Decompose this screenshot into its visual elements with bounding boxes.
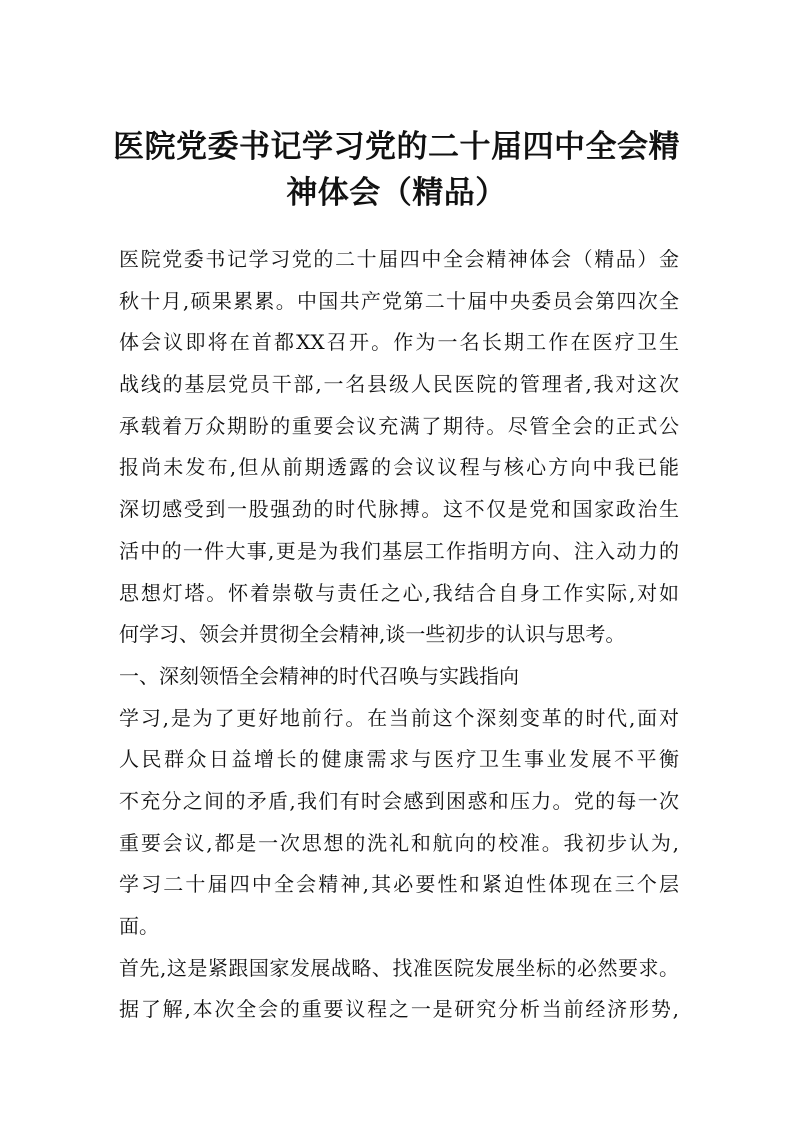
body-line: 据了解,本次全会的重要议程之一是研究分析当前经济形势, bbox=[119, 997, 679, 1022]
body-line: 面。 bbox=[119, 914, 159, 938]
body-line: 深切感受到一股强劲的时代脉搏。这不仅是党和国家政治生 bbox=[119, 497, 679, 522]
document-title-line-1: 医院党委书记学习党的二十届四中全会精 bbox=[113, 129, 680, 165]
body-line: 不充分之间的矛盾,我们有时会感到困惑和压力。党的每一次 bbox=[119, 788, 679, 813]
body-line: 活中的一件大事,更是为我们基层工作指明方向、注入动力的 bbox=[119, 538, 679, 563]
body-line: 重要会议,都是一次思想的洗礼和航向的校准。我初步认为, bbox=[119, 830, 679, 855]
body-line: 体会议即将在首都XX召开。作为一名长期工作在医疗卫生 bbox=[119, 330, 679, 355]
body-line: 首先,这是紧跟国家发展战略、找准医院发展坐标的必然要求。 bbox=[119, 955, 679, 980]
document-title-line-2: 神体会（精品） bbox=[286, 175, 507, 211]
section-heading: 一、深刻领悟全会精神的时代召唤与实践指向 bbox=[119, 663, 519, 688]
document-body bbox=[119, 239, 679, 1031]
body-line: 报尚未发布,但从前期透露的会议议程与核心方向中我已能 bbox=[119, 455, 679, 480]
body-line: 学习,是为了更好地前行。在当前这个深刻变革的时代,面对 bbox=[119, 705, 679, 730]
body-line: 承载着万众期盼的重要会议充满了期待。尽管全会的正式公 bbox=[119, 413, 679, 438]
body-line: 何学习、领会并贯彻全会精神,谈一些初步的认识与思考。 bbox=[119, 622, 626, 647]
body-line: 思想灯塔。怀着崇敬与责任之心,我结合自身工作实际,对如 bbox=[119, 580, 679, 605]
body-line: 秋十月,硕果累累。中国共产党第二十届中央委员会第四次全 bbox=[119, 288, 679, 313]
body-line: 医院党委书记学习党的二十届四中全会精神体会（精品）金 bbox=[119, 247, 679, 271]
body-line: 学习二十届四中全会精神,其必要性和紧迫性体现在三个层 bbox=[119, 872, 679, 897]
body-line: 人民群众日益增长的健康需求与医疗卫生事业发展不平衡 bbox=[119, 747, 679, 772]
body-line: 战线的基层党员干部,一名县级人民医院的管理者,我对这次 bbox=[119, 372, 679, 397]
